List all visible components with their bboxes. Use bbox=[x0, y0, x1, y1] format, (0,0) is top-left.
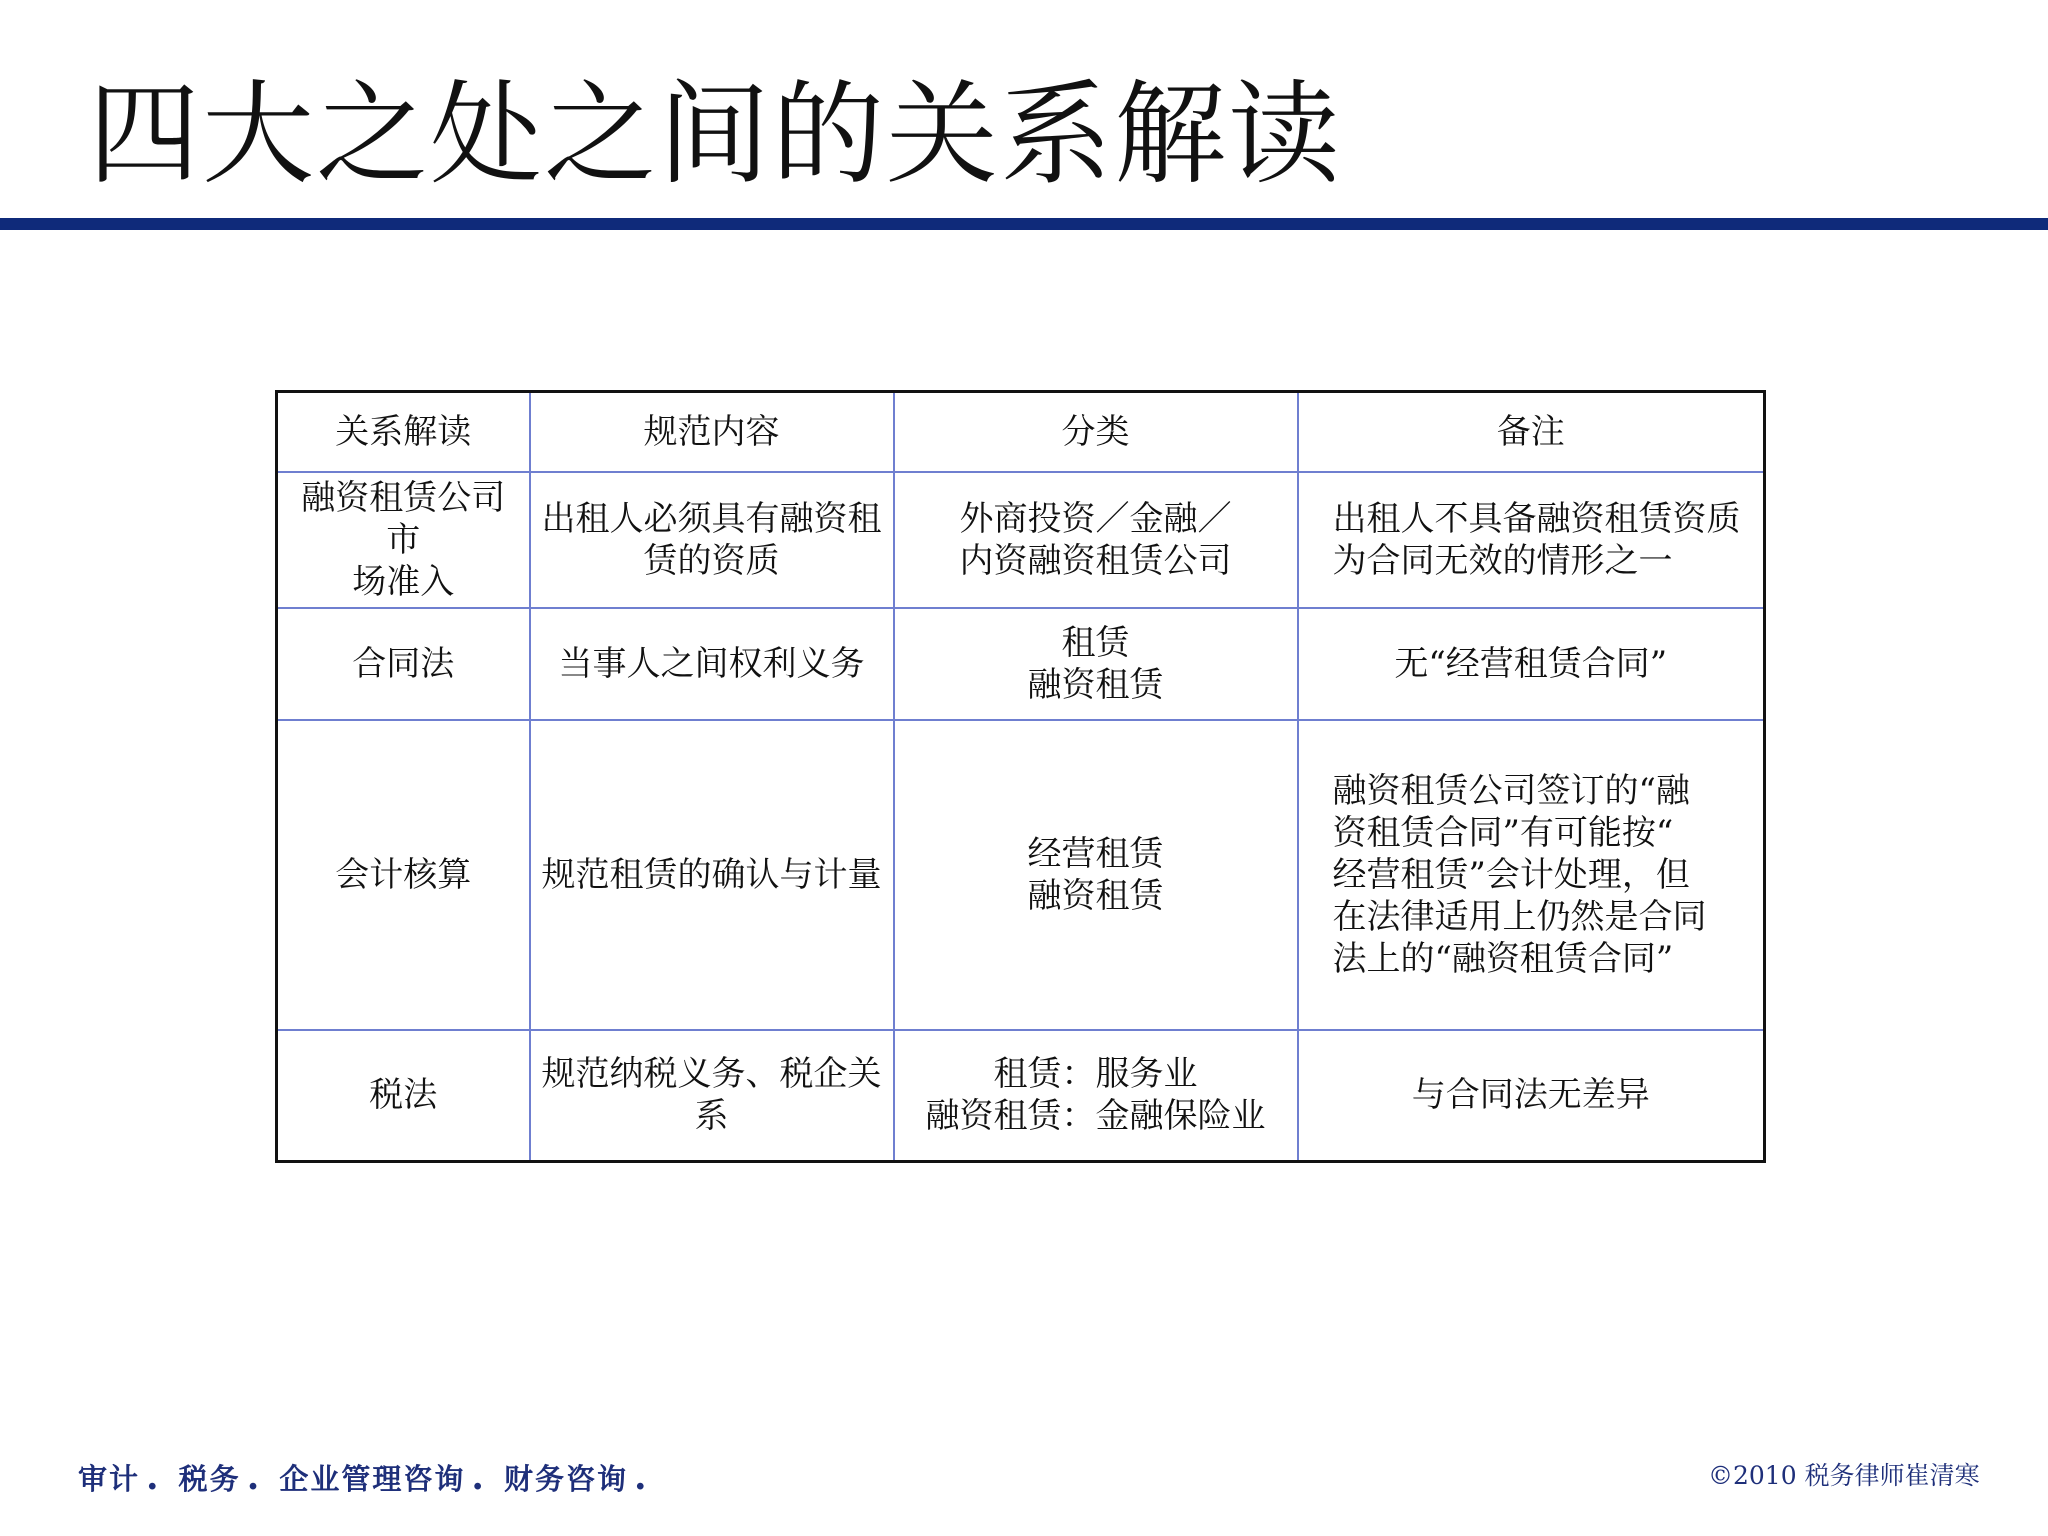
bullet-dot-icon: . bbox=[634, 1456, 649, 1498]
cell-text: 内资融资租赁公司 bbox=[959, 540, 1232, 581]
cell-category bbox=[894, 608, 1298, 720]
cell-text: 系 bbox=[694, 1096, 729, 1137]
cell-text: 融资租赁 bbox=[1027, 875, 1164, 916]
bullet-dot-icon: . bbox=[246, 1456, 262, 1498]
cell-text: 经营租赁 bbox=[1027, 833, 1164, 874]
cell-text: 法上的“融资租赁合同” bbox=[1332, 938, 1674, 979]
cell-text: 出租人不具备融资租赁资质 bbox=[1332, 498, 1741, 539]
cell-text: 出租人必须具有融资租 bbox=[541, 498, 882, 539]
cell-text: 经营租赁”会计处理，但 bbox=[1332, 854, 1690, 895]
cell-text: 无“经营租赁合同” bbox=[1394, 643, 1668, 684]
table-row bbox=[277, 1030, 1765, 1162]
footer-service-finance: 财务咨询 bbox=[504, 1462, 629, 1496]
footer-service-management: 企业管理咨询 bbox=[279, 1462, 466, 1496]
cell-category bbox=[894, 472, 1298, 608]
cell-aspect bbox=[277, 720, 530, 1030]
header-cell-aspect: 关系解读 bbox=[277, 392, 530, 472]
footer-service-tax: 税务 bbox=[178, 1462, 241, 1496]
bullet-dot-icon: . bbox=[471, 1456, 486, 1498]
cell-aspect bbox=[277, 608, 530, 720]
cell-text: 会计核算 bbox=[335, 854, 472, 895]
cell-text: 融资租赁 bbox=[1027, 664, 1164, 705]
cell-text: 为合同无效的情形之一 bbox=[1332, 540, 1673, 581]
cell-content bbox=[530, 472, 894, 608]
cell-text: 当事人之间权利义务 bbox=[558, 643, 865, 684]
cell-remark bbox=[1298, 720, 1765, 1030]
cell-text: 融资租赁公司签订的“融 bbox=[1332, 770, 1690, 811]
cell-remark bbox=[1298, 1030, 1765, 1162]
table-header-row bbox=[277, 392, 1765, 472]
cell-text: 资租赁合同”有可能按“ bbox=[1332, 812, 1674, 853]
table-row bbox=[277, 608, 1765, 720]
cell-text: 税法 bbox=[369, 1075, 438, 1116]
title-divider bbox=[0, 218, 2048, 230]
cell-remark bbox=[1298, 472, 1765, 608]
page-title: 四大之处之间的关系解读 bbox=[88, 70, 1342, 200]
cell-text: 融资租赁公司市 bbox=[301, 477, 506, 560]
cell-text: 外商投资／金融／ bbox=[959, 498, 1232, 539]
cell-text: 与合同法无差异 bbox=[1411, 1075, 1650, 1116]
table-row bbox=[277, 472, 1765, 608]
header-cell-category: 分类 bbox=[894, 392, 1298, 472]
bullet-dot-icon: . bbox=[146, 1456, 161, 1498]
cell-text: 租赁 bbox=[1061, 622, 1130, 663]
header-cell-content: 规范内容 bbox=[530, 392, 894, 472]
cell-text: 规范租赁的确认与计量 bbox=[541, 854, 882, 895]
cell-text: 在法律适用上仍然是合同 bbox=[1332, 896, 1707, 937]
cell-text: 租赁：服务业 bbox=[993, 1054, 1198, 1095]
footer-copyright: ©2010 税务律师崔清寒 bbox=[1708, 1461, 1980, 1490]
cell-aspect bbox=[277, 472, 530, 608]
cell-text: 赁的资质 bbox=[643, 540, 780, 581]
footer-service-audit: 审计 bbox=[78, 1462, 141, 1496]
relation-table bbox=[275, 390, 1766, 1163]
cell-aspect bbox=[277, 1030, 530, 1162]
cell-text: 规范纳税义务、税企关 bbox=[541, 1054, 882, 1095]
cell-content bbox=[530, 720, 894, 1030]
cell-category bbox=[894, 720, 1298, 1030]
footer-services bbox=[78, 1456, 655, 1498]
cell-remark bbox=[1298, 608, 1765, 720]
table-row bbox=[277, 720, 1765, 1030]
cell-content bbox=[530, 608, 894, 720]
header-cell-remark: 备注 bbox=[1298, 392, 1765, 472]
cell-text: 融资租赁：金融保险业 bbox=[925, 1096, 1266, 1137]
cell-text: 场准入 bbox=[352, 561, 455, 602]
cell-content bbox=[530, 1030, 894, 1162]
cell-text: 合同法 bbox=[352, 643, 455, 684]
cell-category bbox=[894, 1030, 1298, 1162]
